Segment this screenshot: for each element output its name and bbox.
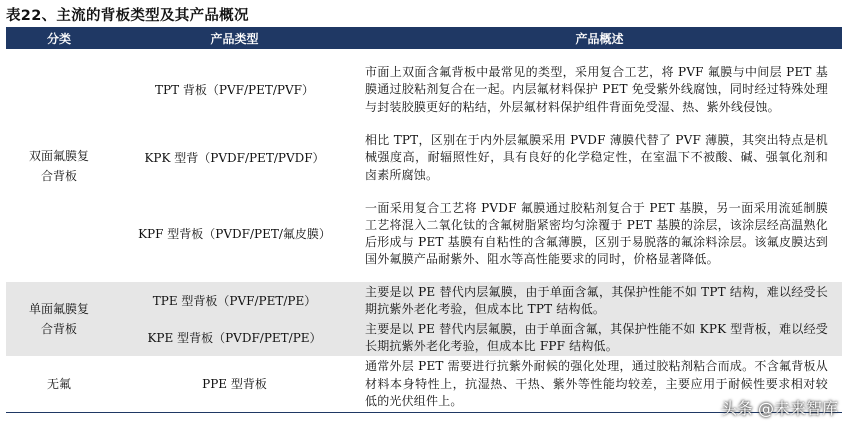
backsheet-table — [6, 27, 842, 413]
product-type-cell: TPE 型背板（PVF/PET/PE） — [112, 282, 357, 319]
table-row — [6, 130, 842, 185]
header-product-type: 产品类型 — [112, 27, 357, 49]
overview-cell: 一面采用复合工艺将 PVDF 氟膜通过胶粘剂复合于 PET 基膜，另一面采用流延制膜工艺将混入二氧化钛的含氟树脂紧密均匀涂覆于 PET 基膜的涂层，该涂层经高温熟化后形成与 PET 基膜有自粘性的含氟薄膜，区别于易脱落的氟涂料涂层。该氟皮膜达到国外氟膜产品耐紫外、阻水等高性能要求的同时，价格显著降低。 — [357, 185, 842, 282]
table-row — [6, 282, 842, 319]
overview-cell: 通常外层 PET 需要进行抗紫外耐候的强化处理，通过胶粘剂粘合而成。不含氟背板从材料本身特性上，抗湿热、干热、紫外等性能均较差，主要应用于耐候性要求相对较低的光伏组件上。 — [357, 356, 842, 412]
product-type-cell: PPE 型背板 — [112, 356, 357, 412]
table-row — [6, 49, 842, 130]
watermark-text: 头条 @未来智库 — [720, 398, 838, 418]
table-row — [6, 185, 842, 282]
table-row — [6, 319, 842, 356]
product-type-cell: KPK 型背（PVDF/PET/PVDF） — [112, 130, 357, 185]
product-type-cell: TPT 背板（PVF/PET/PVF） — [112, 49, 357, 130]
product-type-cell: KPF 型背板（PVDF/PET/氟皮膜） — [112, 185, 357, 282]
table-title: 表22、主流的背板类型及其产品概况 — [6, 8, 249, 24]
product-type-cell: KPE 型背板（PVDF/PET/PE） — [112, 319, 357, 356]
header-row — [6, 27, 842, 49]
category-cell: 无氟 — [6, 356, 112, 412]
category-cell — [6, 49, 112, 282]
header-overview: 产品概述 — [357, 27, 842, 49]
overview-cell: 市面上双面含氟背板中最常见的类型，采用复合工艺，将 PVF 氟膜与中间层 PET 基膜通过胶粘剂复合在一起。内层氟材料保护 PET 免受紫外线腐蚀，同时经过特殊处理与封装胶膜更好的粘结，外层氟材料保护组件背面免受湿、热、紫外线侵蚀。 — [357, 49, 842, 130]
overview-cell: 主要是以 PE 替代内层氟膜，由于单面含氟，其保护性能不如 TPT 结构，难以经受长期抗紫外老化考验，但成本比 TPT 结构低。 — [357, 282, 842, 319]
watermark — [717, 395, 838, 419]
overview-cell: 主要是以 PE 替代内层氟膜，由于单面含氟，其保护性能不如 KPK 型背板，难以经受长期抗紫外老化考验，但成本比 FPF 结构低。 — [357, 319, 842, 356]
header-category: 分类 — [6, 27, 112, 49]
category-label: 单面氟膜复合背板 — [28, 302, 89, 336]
category-label: 双面氟膜复合背板 — [28, 148, 89, 183]
overview-cell: 相比 TPT，区别在于内外层氟膜采用 PVDF 薄膜代替了 PVF 薄膜，其突出特点是机械强度高，耐辐照性好，具有良好的化学稳定性，在室温下不被酸、碱、强氧化剂和卤素所腐蚀。 — [357, 130, 842, 185]
category-cell — [6, 282, 112, 356]
